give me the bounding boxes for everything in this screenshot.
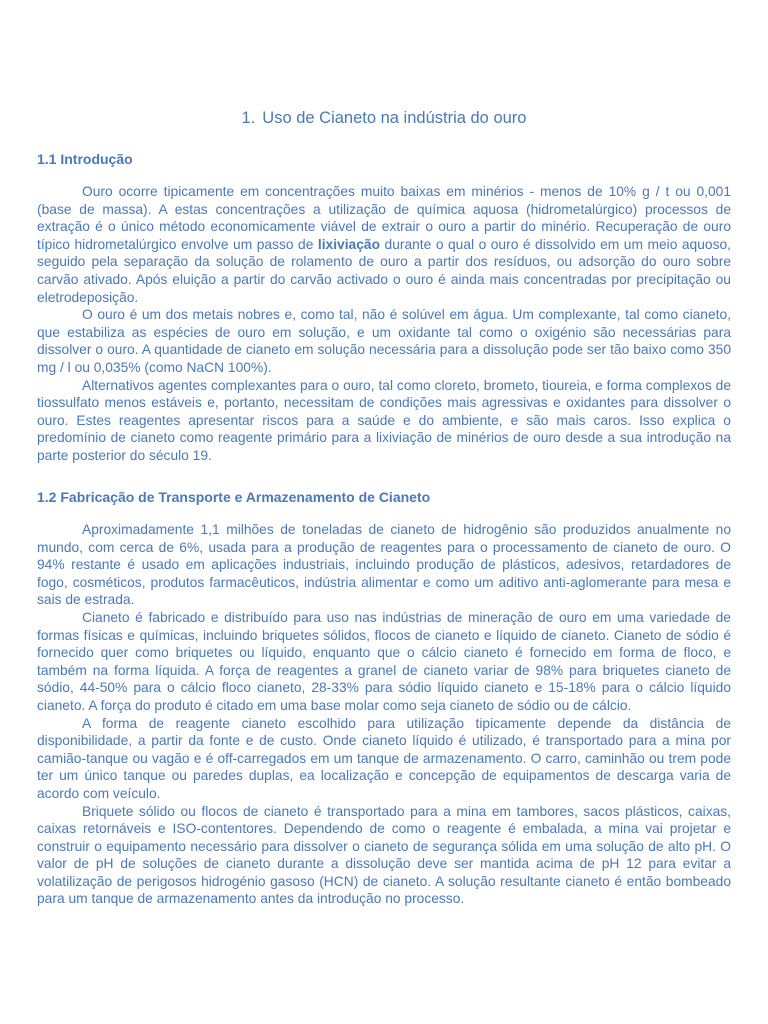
paragraph: Alternativos agentes complexantes para o ouro, tal como cloreto, brometo, tioureia, e forma complexos de tiossulfato menos estáveis e, portanto, necessitam de condições mais agressivas e oxidantes para dissolver o ouro. Estes reagentes apresentar riscos para a saúde e do ambiente, e são mais caros. Isso explica o predomínio de cianeto como reagente primário para a lixiviação de minérios de ouro desde a sua introdução na parte posterior do século 19. <box>37 377 731 463</box>
section-heading-introducao: 1.1 Introdução <box>37 151 133 167</box>
section-heading-fabricacao: 1.2 Fabricação de Transporte e Armazenamento de Cianeto <box>37 489 431 505</box>
bold-term: lixiviação <box>317 236 381 252</box>
paragraph: Cianeto é fabricado e distribuído para uso nas indústrias de mineração de ouro em uma variedade de formas físicas e químicas, incluindo briquetes sólidos, flocos de cianeto e líquido de cianeto. Cianeto de sódio é fornecido quer como briquetes ou líquido, enquanto que o cálcio cianeto é fornecido em forma de floco, e também na forma líquida. A força de reagentes a granel de cianeto variar de 98% para briquetes cianeto de sódio, 44-50% para o cálcio floco cianeto, 28-33% para sódio líquido cianeto e 15-18% para o cálcio líquido cianeto. A força do produto é citado em uma base molar como seja cianeto de sódio ou de cálcio. <box>37 609 731 713</box>
paragraph <box>37 183 731 306</box>
title-number: 1. <box>241 109 256 127</box>
paragraph: Briquete sólido ou flocos de cianeto é transportado para a mina em tambores, sacos plásticos, caixas, caixas retornáveis e ISO-contentores. Dependendo de como o reagente é embalada, a mina vai projetar e construir o equipamento necessário para dissolver o cianeto de segurança sólida em uma solução de alto pH. O valor de pH de soluções de cianeto durante a dissolução deve ser mantida acima de pH 12 para evitar a volatilização de perigosos hidrogénio gasoso (HCN) de cianeto. A solução resultante cianeto é então bombeado para um tanque de armazenamento antes da introdução no processo. <box>37 803 731 907</box>
paragraph-text: Ouro ocorre tipicamente em concentrações muito baixas em minérios - menos de 10% g / t ou 0,001 (base de massa). A estas concentrações a utilização de química aquosa (hidrometalúrgico) processos de extração é o único método economicamente viável de extrair o ouro a partir do minério. Recuperação de ouro típico hidrometalúrgico envolve um passo de <box>37 184 731 252</box>
document-title <box>0 107 768 129</box>
title-text: Uso de Cianeto na indústria do ouro <box>262 109 527 127</box>
paragraph: O ouro é um dos metais nobres e, como tal, não é solúvel em água. Um complexante, tal como cianeto, que estabiliza as espécies de ouro em solução, e um oxidante tal como o oxigénio são necessárias para dissolver o ouro. A quantidade de cianeto em solução necessária para a dissolução pode ser tão baixo como 350 mg / l ou 0,035% (como NaCN 100%). <box>37 307 731 375</box>
section-fabricacao <box>37 521 731 908</box>
paragraph-text: durante o qual o ouro é dissolvido em um meio aquoso, seguido pela separação da solução de rolamento de ouro a partir dos resíduos, ou adsorção do ouro sobre carvão ativado. Após eluição a partir do carvão activado o ouro é ainda mais concentradas por precipitação ou eletrodeposição. <box>37 236 731 305</box>
paragraph: Aproximadamente 1,1 milhões de toneladas de cianeto de hidrogênio são produzidos anualmente no mundo, com cerca de 6%, usada para a produção de reagentes para o processamento de cianeto de ouro. O 94% restante é usado em aplicações industriais, incluindo produção de plásticos, adesivos, retardadores de fogo, cosméticos, produtos farmacêuticos, indústria alimentar e como um aditivo anti-aglomerante para mesa e sais de estrada. <box>37 522 731 608</box>
section-introducao <box>37 183 731 465</box>
paragraph: A forma de reagente cianeto escolhido para utilização tipicamente depende da distância de disponibilidade, a partir da fonte e de custo. Onde cianeto líquido é utilizado, é transportado para a mina por camião-tanque ou vagão e é off-carregados em um tanque de armazenamento. O carro, caminhão ou trem pode ter um único tanque ou paredes duplas, ea localização e concepção de equipamentos de descarga varia de acordo com veículo. <box>37 715 731 801</box>
